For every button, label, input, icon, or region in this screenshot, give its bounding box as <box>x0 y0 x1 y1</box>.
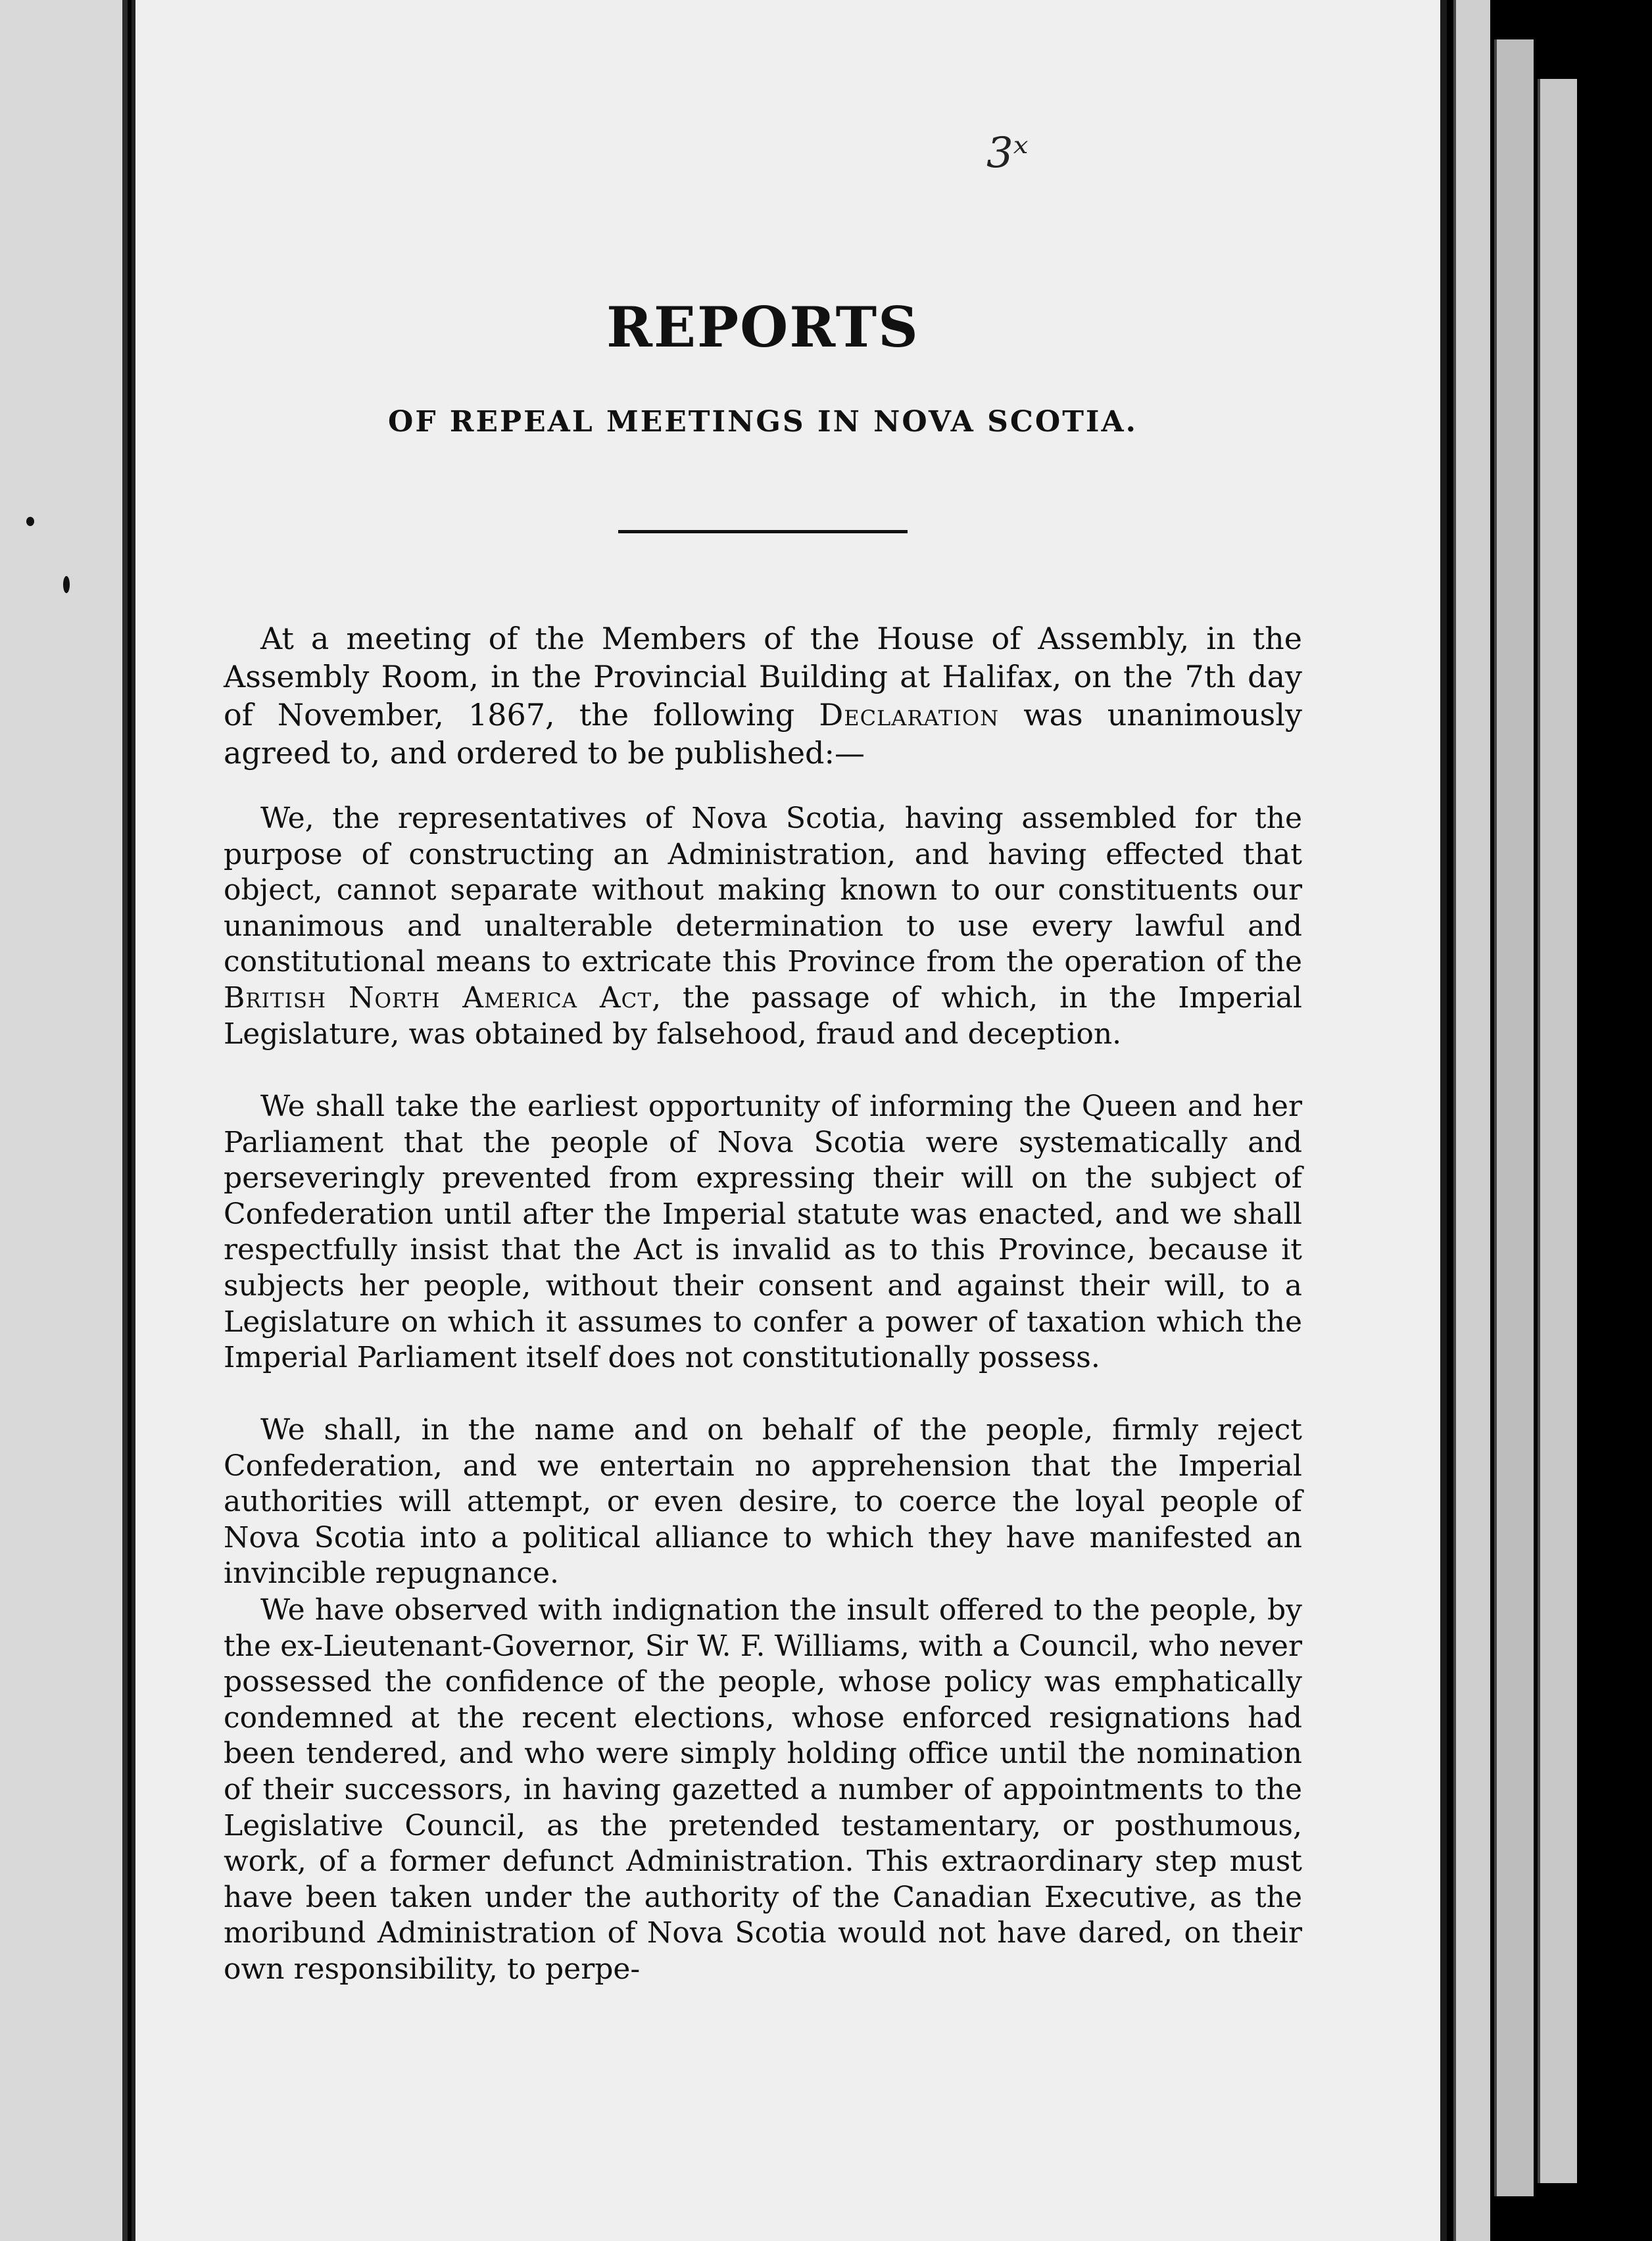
handwritten-page-mark: 3ˣ <box>986 129 1029 178</box>
page-content <box>224 0 1302 2241</box>
right-sheet <box>1453 0 1490 2241</box>
declaration-paragraph-2 <box>224 1089 1302 1376</box>
page-title: REPORTS <box>606 295 919 360</box>
declaration-paragraph-3 <box>224 1412 1302 1592</box>
paragraph-4-text: We have observed with indignation the insult offered to the people, by the ex-Lieutenant-Governor, Sir W. F. Williams, with a Council, who never possessed the confidence of the people, whose policy was emphatically condemned at the recent elections, whose enforced resignations had been tendered, and who were simply holding office until the nomination of their successors, in having gazetted a number of appointments to the Legislative Council, as the pretended testamentary, or posthumous, work, of a former defunct Administration. This extraordinary step must have been taken under the authority of the Canadian Executive, as the moribund Administration of Nova Scotia would not have dared, on their own responsibility, to perpe- <box>224 1593 1302 1986</box>
declaration-paragraph-4 <box>224 1593 1302 1988</box>
intro-text-before: At a meeting of the Members of the House of Assembly, in the Assembly Room, in the Provincial Building at Halifax, on the 7th day of November, 1867, the following <box>224 621 1302 733</box>
declaration-word: Declaration <box>819 697 1000 733</box>
paragraph-1-text-before: We, the representatives of Nova Scotia, having assembled for the purpose of constructing an Administration, and having effected that object, cannot separate without making known to our constituents our unanimous and unalterable determination to use every lawful and constitutional means to extricate this Province from the operation of the <box>224 802 1302 979</box>
intro-text-after: was unanimously agreed to, and ordered to be published:— <box>224 697 1302 771</box>
right-sheet <box>1538 79 1577 2183</box>
right-sheet <box>1494 39 1534 2196</box>
margin-speck <box>26 517 34 526</box>
paragraph-1-text-after: , the passage of which, in the Imperial Legislature, was obtained by falsehood, fraud and deception. <box>224 980 1302 1051</box>
left-adjacent-page <box>0 0 125 2241</box>
paragraph-2-text: We shall take the earliest opportunity of informing the Queen and her Parliament that the people of Nova Scotia were systematically and perseveringly prevented from expressing their will on the subject of Confederation until after the Imperial statute was enacted, and we shall respectfully insist that the Act is invalid as to this Province, because it subjects her people, without their consent and against their will, to a Legislature on which it assumes to confer a power of taxation which the Imperial Parliament itself does not constitutionally possess. <box>224 1090 1302 1375</box>
left-page-edge <box>122 0 128 2241</box>
margin-speck <box>63 576 70 593</box>
paragraph-3-text: We shall, in the name and on behalf of the people, firmly reject Confederation, and we entertain no apprehension that the Imperial authorities will attempt, or even desire, to coerce the loyal people of Nova Scotia into a political alliance to which they have manifested an invincible repugnance. <box>224 1413 1302 1591</box>
title-divider <box>618 530 908 533</box>
right-page-stack <box>1453 0 1652 2241</box>
declaration-paragraph-1 <box>224 801 1302 1052</box>
act-name: British North America Act <box>224 980 652 1015</box>
page-subtitle: OF REPEAL MEETINGS IN NOVA SCOTIA. <box>388 405 1138 439</box>
intro-paragraph <box>224 619 1302 772</box>
